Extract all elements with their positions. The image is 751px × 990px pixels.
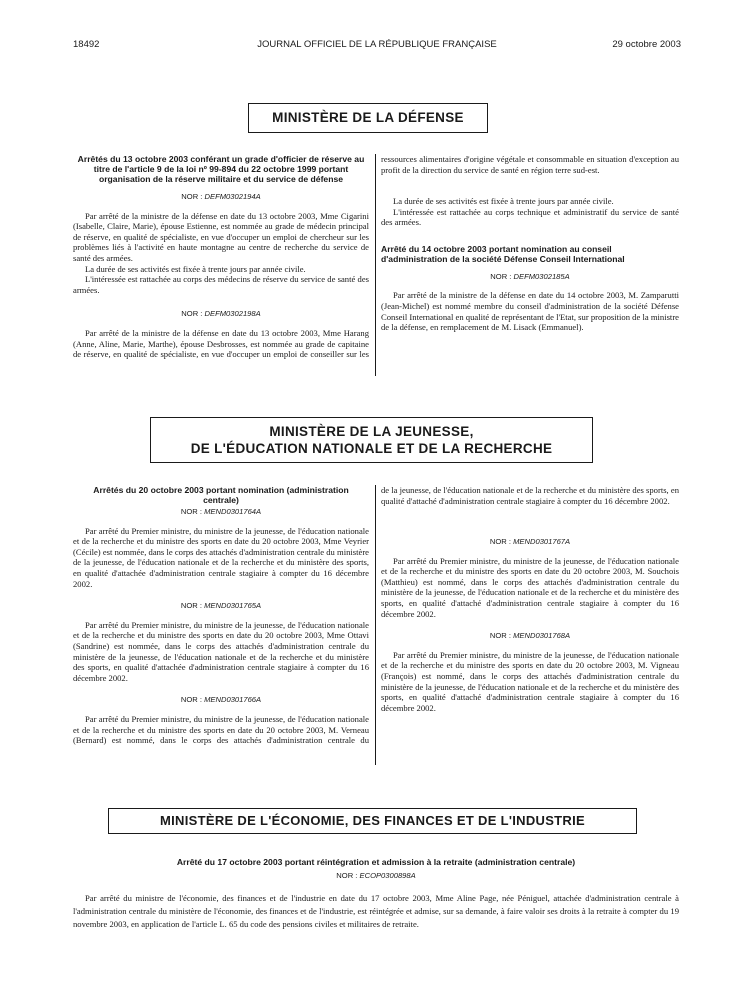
article-paragraph: Par arrêté de la ministre de la défense en date du 14 octobre 2003, M. Zamparutti (Jean-Michel) est nommé membre du conseil d'administration de la société Défense Conseil International en qualité de représentant de l'Etat, sur proposition de la ministre de la défense, en remplacement de M. Lisack (Emmanuel). xyxy=(381,290,679,333)
article-paragraph: Par arrêté du ministre de l'économie, des finances et de l'industrie en date du 17 octobre 2003, Mme Aline Page, née Péniguel, attachée d'administration centrale à l'administration centrale du ministère de l'économie, des finances et de l'industrie, est réintégrée et admise, sur sa demande, à faire valoir ses droits à la retraite à compter du 19 novembre 2003, en application de l'article L. 65 du code des pensions civiles et militaires de retraite. xyxy=(73,892,679,929)
article-paragraph: L'intéressée est rattachée au corps des médecins de réserve du service de santé des armées. xyxy=(73,274,369,295)
ministry-title-line: DE L'ÉDUCATION NATIONALE ET DE LA RECHERCHE xyxy=(190,441,553,456)
nor-reference: NOR : MEND0301764A xyxy=(180,507,262,516)
article-paragraph: Par arrêté du Premier ministre, du ministre de la jeunesse, de l'éducation nationale et de la recherche et du ministre des sports en date du 20 octobre 2003, M. Vigneau (François) est nommé, dans le corps des attachés d'administration centrale du ministère de la jeunesse, de l'éducation nationale et de la recherche et du ministère des sports, en qualité d'attaché d'administration centrale stagiaire à compter du 16 décembre 2002. xyxy=(381,649,679,713)
nor-reference: NOR : ECOP0300898A xyxy=(336,871,416,880)
economie-body xyxy=(73,857,679,931)
article-paragraph: Par arrêté du Premier ministre, du ministre de la jeunesse, de l'éducation nationale et de la recherche et du ministre des sports en date du 20 octobre 2003, M. Souchois (Matthieu) est nommé, dans le corps des attachés d'administration centrale du ministère de la jeunesse, de l'éducation nationale et de la recherche et du ministère des sports, en qualité d'attaché d'administration centrale stagiaire à compter du 16 décembre 2002. xyxy=(381,555,679,619)
defense-left-column xyxy=(73,154,369,359)
nor-reference: NOR : DEFM0302198A xyxy=(181,309,261,319)
nor-reference: NOR : DEFM0302185A xyxy=(490,271,570,281)
article-continuation: de la jeunesse, de l'éducation nationale et de la recherche et du ministère des sports, en qualité d'attaché d'administration centrale stagiaire à compter du 16 décembre 2002. xyxy=(381,485,679,506)
article-paragraph: Par arrêté de la ministre de la défense en date du 13 octobre 2003, Mme Cigarini (Isabelle, Claire, Marie), épouse Estienne, est nommée au grade de médecin principal de réserve, en qualité de spécialiste, en vue d'occuper un emploi de chercheur sur les problèmes liés à l'activité en haute montagne au centre de recherche du service de santé des armées. xyxy=(73,210,369,263)
ministry-title-defense xyxy=(248,103,488,133)
jeunesse-left-column xyxy=(73,485,369,745)
nor-reference: NOR : MEND0301767A xyxy=(489,537,571,546)
article-paragraph: Par arrêté du Premier ministre, du ministre de la jeunesse, de l'éducation nationale et de la recherche et du ministre des sports en date du 20 octobre 2003, Mme Veyrier (Cécile) est nommée, dans le corps des attachés d'administration centrale du ministère de la jeunesse, de l'éducation nationale et de la recherche et du ministère des sports, en qualité d'attachée d'administration centrale stagiaire à compter du 16 décembre 2002. xyxy=(73,525,369,589)
article-paragraph: Par arrêté de la ministre de la défense en date du 13 octobre 2003, Mme Harang (Anne, Aline, Marie, Marthe), épouse Desbrosses, est nommée au grade de capitaine de réserve, en qualité de spécialiste, en vue d'occuper un emploi de conseiller sur les xyxy=(73,327,369,359)
jeunesse-right-column xyxy=(381,485,679,713)
article-paragraph: La durée de ses activités est fixée à trente jours par année civile. xyxy=(393,196,614,206)
article-title: Arrêtés du 20 octobre 2003 portant nomination (administration centrale) xyxy=(93,485,349,505)
article-paragraph: La durée de ses activités est fixée à trente jours par année civile. xyxy=(85,263,306,274)
ministry-title-economie xyxy=(108,808,637,834)
article-title: Arrêté du 17 octobre 2003 portant réintégration et admission à la retraite (administration centrale) xyxy=(176,857,576,867)
nor-reference: NOR : DEFM0302194A xyxy=(181,192,261,201)
issue-date: 29 octobre 2003 xyxy=(612,39,681,50)
ministry-title-defense-text: MINISTÈRE DE LA DÉFENSE xyxy=(272,110,464,125)
nor-reference: NOR : MEND0301768A xyxy=(489,631,571,641)
page-header xyxy=(73,39,681,53)
article-paragraph: L'intéressée est rattachée au corps technique et administratif du service de santé des armées. xyxy=(381,206,679,228)
journal-title: JOURNAL OFFICIEL DE LA RÉPUBLIQUE FRANÇAISE xyxy=(257,39,497,50)
article-paragraph: Par arrêté du Premier ministre, du ministre de la jeunesse, de l'éducation nationale et de la recherche et du ministre des sports en date du 20 octobre 2003, M. Verneau (Bernard) est nommé, dans le corps des attachés d'administration centrale du xyxy=(73,713,369,745)
ministry-title-line: MINISTÈRE DE LA JEUNESSE, xyxy=(269,424,474,439)
article-continuation: ressources alimentaires d'origine végétale et consommable en situation d'exception au profit de la direction du service de santé en région terre sud-est. xyxy=(381,154,679,175)
ministry-title-economie-text: MINISTÈRE DE L'ÉCONOMIE, DES FINANCES ET DE L'INDUSTRIE xyxy=(160,813,585,828)
article-title: Arrêtés du 13 octobre 2003 conférant un grade d'officier de réserve au titre de l'article 9 de la loi nº 99-894 du 22 octobre 1999 portant organisation de la réserve militaire et du service de défense xyxy=(77,154,365,184)
ministry-title-jeunesse xyxy=(150,417,593,463)
article-title: Arrêté du 14 octobre 2003 portant nomination au conseil d'administration de la société Défense Conseil International xyxy=(381,243,625,264)
column-divider xyxy=(375,154,376,376)
column-divider xyxy=(375,485,376,765)
nor-reference: NOR : MEND0301766A xyxy=(180,695,262,705)
nor-reference: NOR : MEND0301765A xyxy=(180,601,262,611)
page-number: 18492 xyxy=(73,39,100,50)
article-paragraph: Par arrêté du Premier ministre, du ministre de la jeunesse, de l'éducation nationale et de la recherche et du ministre des sports en date du 20 octobre 2003, Mme Ottavi (Sandrine) est nommée, dans le corps des attachés d'administration centrale du ministère de la jeunesse, de l'éducation nationale et de la recherche et du ministère des sports, en qualité d'attachée d'administration centrale stagiaire à compter du 16 décembre 2002. xyxy=(73,619,369,683)
defense-right-column xyxy=(381,154,679,333)
